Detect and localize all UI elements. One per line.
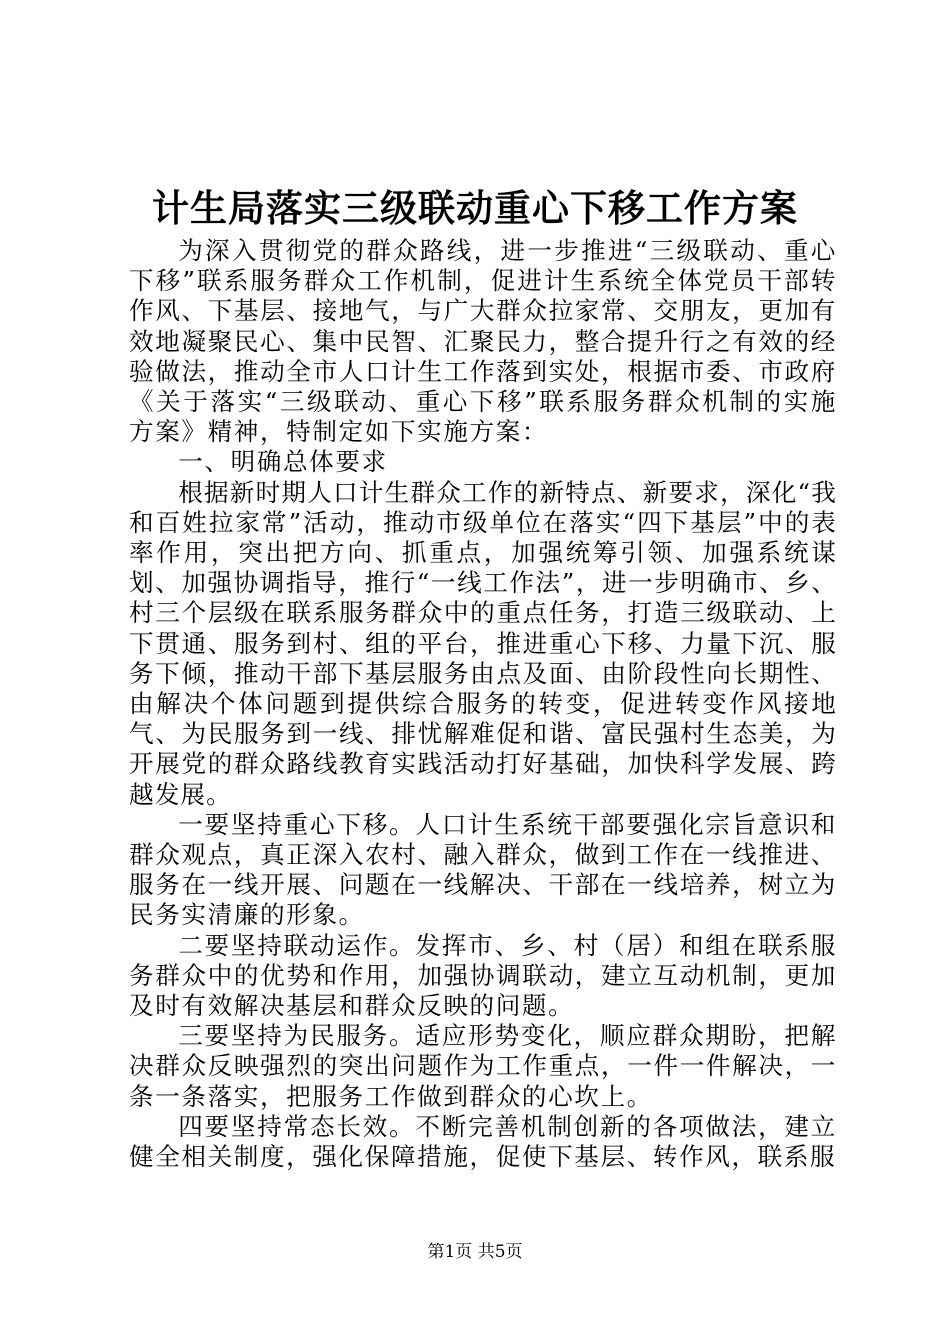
point-paragraph-1: 一要坚持重心下移。人口计生系统干部要强化宗旨意识和群众观点，真正深入农村、融入群众，做到工作在一线推进、服务在一线开展、问题在一线解决、干部在一线培养，树立为民务实清廉的形象。 [129,809,837,930]
intro-paragraph: 为深入贯彻党的群众路线，进一步推进“三级联动、重心下移”联系服务群众工作机制，促进计生系统全体党员干部转作风、下基层、接地气，与广大群众拉家常、交朋友，更加有效地凝聚民心、集中民智、汇聚民力，整合提升行之有效的经验做法，推动全市人口计生工作落到实处，根据市委、市政府《关于落实“三级联动、重心下移”联系服务群众机制的实施方案》精神，特制定如下实施方案： [129,236,837,447]
point-paragraph-3: 三要坚持为民服务。适应形势变化，顺应群众期盼，把解决群众反映强烈的突出问题作为工作重点，一件一件解决，一条一条落实，把服务工作做到群众的心坎上。 [129,1021,837,1111]
point-paragraph-2: 二要坚持联动运作。发挥市、乡、村（居）和组在联系服务群众中的优势和作用，加强协调联动，建立互动机制，更加及时有效解决基层和群众反映的问题。 [129,930,837,1021]
section1-paragraph: 根据新时期人口计生群众工作的新特点、新要求，深化“我和百姓拉家常”活动，推动市级单位在落实“四下基层”中的表率作用，突出把方向、抓重点，加强统筹引领、加强系统谋划、加强协调指导，推行“一线工作法”，进一步明确市、乡、村三个层级在联系服务群众中的重点任务，打造三级联动、上下贯通、服务到村、组的平台，推进重心下移、力量下沉、服务下倾，推动干部下基层服务由点及面、由阶段性向长期性、由解决个体问题到提供综合服务的转变，促进转变作风接地气、为民服务到一线、排忧解难促和谐、富民强村生态美，为开展党的群众路线教育实践活动打好基础，加快科学发展、跨越发展。 [129,477,837,809]
point-paragraph-4: 四要坚持常态长效。不断完善机制创新的各项做法，建立健全相关制度，强化保障措施，促使下基层、转作风，联系服 [129,1111,837,1172]
document-title: 计生局落实三级联动重心下移工作方案 [152,186,798,230]
document-body [129,236,837,1172]
page-number-footer: 第1页 共5页 [427,1242,523,1262]
section-heading-1: 一、明确总体要求 [178,447,388,477]
